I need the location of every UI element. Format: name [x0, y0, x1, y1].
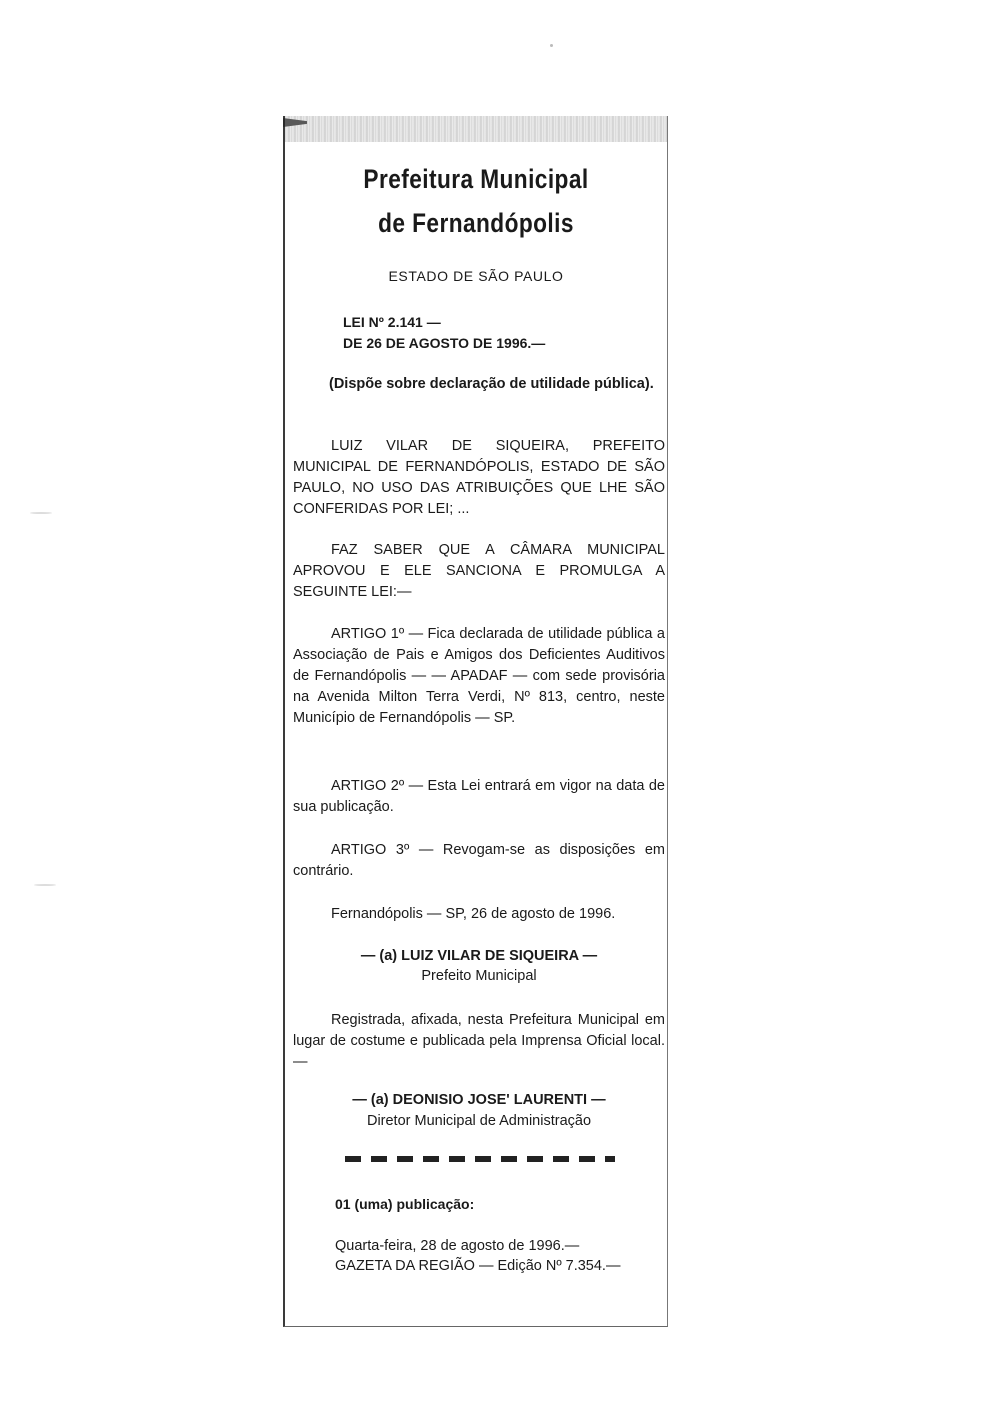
preamble: LUIZ VILAR DE SIQUEIRA, PREFEITO MUNICIPAL DE FERNANDÓPOLIS, ESTADO DE SÃO PAULO, NO USO DAS ATRIBUIÇÕES QUE LHE SÃO CONFERIDAS POR LEI; ...	[293, 438, 665, 517]
clipping-top-edge	[285, 116, 667, 142]
page-title-line1: Prefeitura Municipal	[363, 164, 589, 194]
publication-count: 01 (uma) publicação:	[335, 1196, 475, 1212]
registration-note: Registrada, afixada, nesta Prefeitura Municipal em lugar de costume e publicada pela Imprensa Oficial local.—	[293, 1012, 665, 1070]
law-number: LEI Nº 2.141 —	[343, 314, 441, 330]
article-3: ARTIGO 3º — Revogam-se as disposições em contrário.	[293, 842, 665, 879]
director-signature: — (a) DEONISIO JOSE' LAURENTI —	[352, 1092, 606, 1108]
law-date: DE 26 DE AGOSTO DE 1996.—	[343, 335, 546, 351]
mayor-title: Prefeito Municipal	[421, 968, 537, 984]
page-title-line2: de Fernandópolis	[378, 208, 574, 238]
gazette-edition: GAZETA DA REGIÃO — Edição Nº 7.354.—	[335, 1258, 621, 1274]
state-label: ESTADO DE SÃO PAULO	[388, 268, 564, 284]
scan-speck	[550, 44, 553, 47]
enactment-clause: FAZ SABER QUE A CÂMARA MUNICIPAL APROVOU E ELE SANCIONA E PROMULGA A SEGUINTE LEI:—	[293, 542, 665, 600]
scan-mark	[30, 512, 52, 514]
article-2: ARTIGO 2º — Esta Lei entrará em vigor na data de sua publicação.	[293, 778, 665, 815]
director-title: Diretor Municipal de Administração	[366, 1113, 592, 1129]
article-1: ARTIGO 1º — Fica declarada de utilidade pública a Associação de Pais e Amigos dos Deficientes Auditivos de Fernandópolis — — APADAF — com sede provisória na Avenida Milton Terra Verdi, Nº 813, centro, neste Município de Fernandópolis — SP.	[293, 626, 665, 726]
place-date: Fernandópolis — SP, 26 de agosto de 1996.	[331, 906, 616, 922]
mayor-signature: — (a) LUIZ VILAR DE SIQUEIRA —	[360, 948, 598, 964]
law-summary: (Dispõe sobre declaração de utilidade pública).	[329, 376, 654, 392]
publication-date: Quarta-feira, 28 de agosto de 1996.—	[335, 1238, 580, 1254]
newspaper-clipping	[283, 116, 668, 1327]
separator-dashes	[345, 1156, 615, 1162]
scan-mark	[34, 884, 56, 886]
